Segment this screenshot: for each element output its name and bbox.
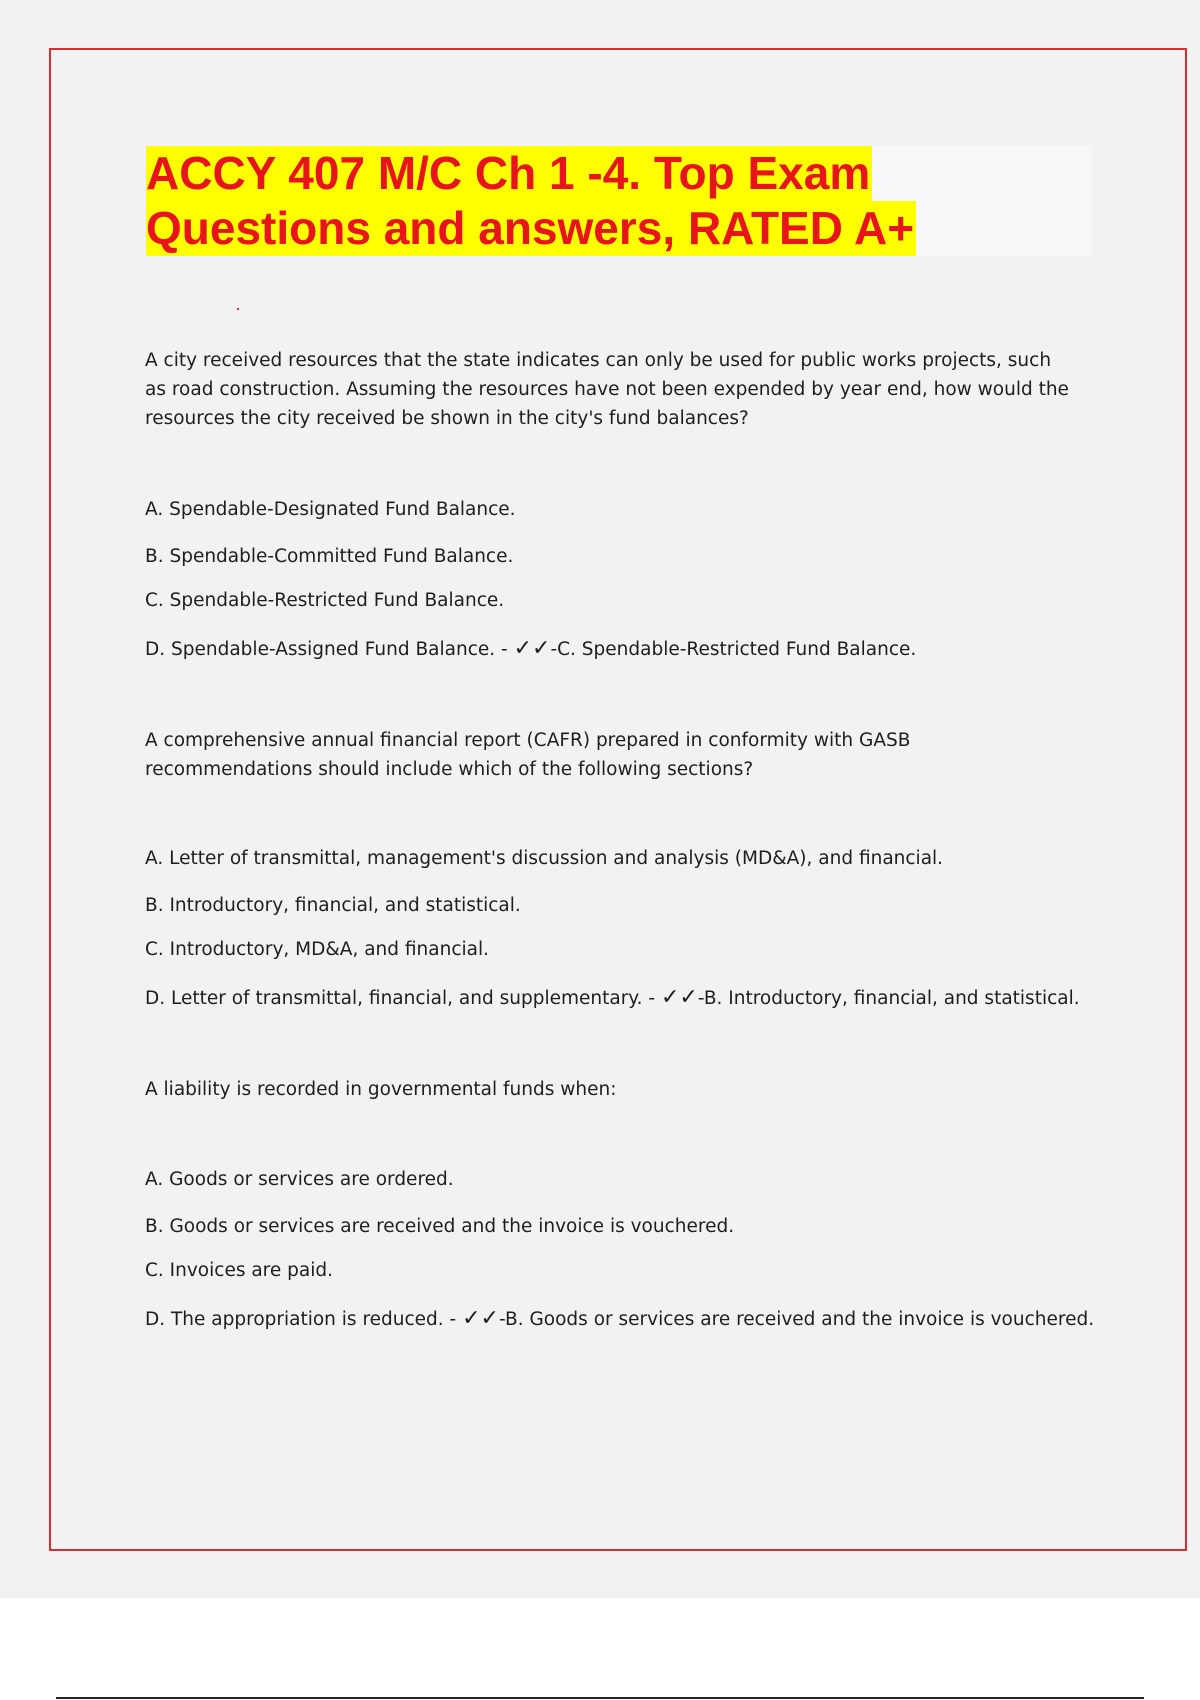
decorative-dot	[237, 308, 239, 310]
answer-option: B. Spendable-Committed Fund Balance.	[145, 546, 514, 567]
answer-option: C. Spendable-Restricted Fund Balance.	[145, 590, 505, 611]
answer-option: B. Introductory, financial, and statistical.	[145, 895, 521, 916]
question-text: A city received resources that the state indicates can only be used for public works projects, such as road construction. Assuming the resources have not been expended by year end, how would the resources the city received be shown in the city's fund balances?	[145, 350, 1069, 429]
correct-answer: -B. Introductory, financial, and statistical.	[697, 988, 1080, 1009]
title-line-1: ACCY 407 M/C Ch 1 -4. Top Exam	[146, 147, 871, 199]
answer-option: A. Letter of transmittal, management's discussion and analysis (MD&A), and financial.	[145, 848, 944, 869]
answer-option: A. Spendable-Designated Fund Balance.	[145, 499, 516, 520]
answer-option: A. Goods or services are ordered.	[145, 1169, 454, 1190]
answer-option-text: D. Spendable-Assigned Fund Balance. -	[145, 639, 514, 660]
correct-answer: -C. Spendable-Restricted Fund Balance.	[550, 639, 917, 660]
answer-option: C. Introductory, MD&A, and financial.	[145, 939, 490, 960]
answer-option: B. Goods or services are received and the invoice is vouchered.	[145, 1216, 735, 1237]
double-check-icon: ✓✓	[660, 985, 698, 1010]
footer-divider	[56, 1697, 1144, 1699]
answer-option-with-answer	[145, 634, 916, 664]
correct-answer: -B. Goods or services are received and the invoice is vouchered.	[498, 1309, 1095, 1330]
answer-option-text: D. Letter of transmittal, financial, and supplementary. -	[145, 988, 661, 1009]
title-block	[146, 146, 1092, 256]
answer-option-with-answer	[145, 1304, 1094, 1334]
question-text: A liability is recorded in governmental funds when:	[145, 1079, 617, 1100]
title-line-2: Questions and answers, RATED A+	[146, 202, 915, 254]
answer-option-with-answer	[145, 983, 1080, 1013]
answer-option: C. Invoices are paid.	[145, 1260, 333, 1281]
double-check-icon: ✓✓	[513, 636, 551, 661]
answer-option-text: D. The appropriation is reduced. -	[145, 1309, 463, 1330]
double-check-icon: ✓✓	[462, 1306, 499, 1331]
question-text: A comprehensive annual financial report (CAFR) prepared in conformity with GASB recommendations should include which of the following sections?	[145, 730, 911, 780]
